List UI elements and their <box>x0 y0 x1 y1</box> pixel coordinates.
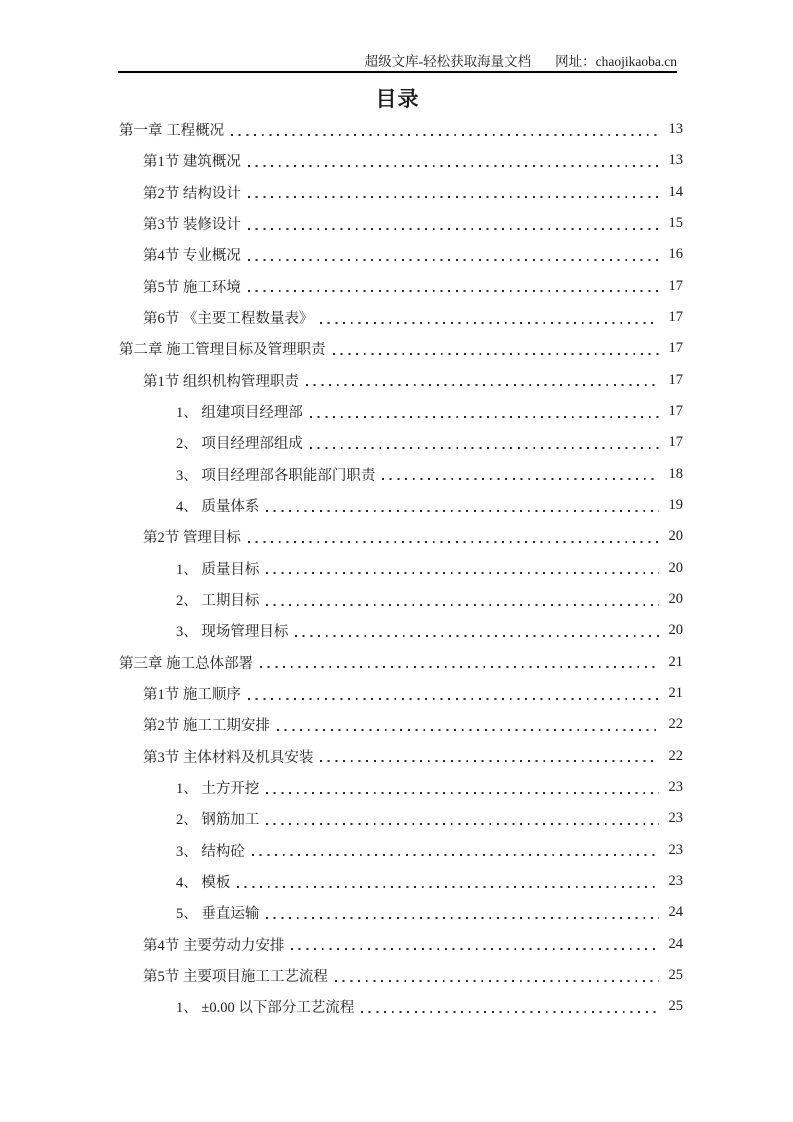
toc-entry-page: 17 <box>668 371 683 388</box>
toc-dot-leader <box>248 698 659 700</box>
toc-entry[interactable] <box>119 584 683 615</box>
toc-entry-label: 第3节 主体材料及机具安装 <box>143 749 314 766</box>
toc-entry-label: 1、 组建项目经理部 <box>176 405 303 422</box>
toc-entry-page: 17 <box>668 309 683 326</box>
toc-entry[interactable] <box>119 553 683 584</box>
toc-entry-label: 第5节 主要项目施工工艺流程 <box>143 969 328 986</box>
toc-entry-label: 第4节 主要劳动力安排 <box>143 937 285 954</box>
toc-entry-page: 20 <box>668 591 683 608</box>
toc-dot-leader <box>237 886 659 888</box>
toc-entry-page: 21 <box>668 653 683 670</box>
toc-dot-leader <box>248 290 659 292</box>
toc-dot-leader <box>310 447 659 449</box>
toc-entry-label: 5、 垂直运输 <box>176 906 260 923</box>
toc-entry[interactable] <box>119 647 683 678</box>
toc-entry-page: 23 <box>668 873 683 890</box>
toc-entry[interactable] <box>119 897 683 928</box>
toc-entry-page: 22 <box>668 747 683 764</box>
toc-entry-label: 1、 质量目标 <box>176 561 260 578</box>
toc-entry-label: 1、 ±0.00 以下部分工艺流程 <box>176 1000 355 1017</box>
toc-entry-label: 2、 钢筋加工 <box>176 812 260 829</box>
toc-entry-page: 13 <box>668 121 683 138</box>
toc-entry-page: 18 <box>668 465 683 482</box>
toc-entry-label: 4、 质量体系 <box>176 499 260 516</box>
toc-entry[interactable] <box>119 365 683 396</box>
toc-entry-label: 第4节 专业概况 <box>143 248 241 265</box>
header-divider <box>118 71 677 73</box>
toc-dot-leader <box>248 541 659 543</box>
toc-entry[interactable] <box>119 521 683 552</box>
toc-entry-label: 2、 工期目标 <box>176 593 260 610</box>
toc-dot-leader <box>335 980 659 982</box>
toc-dot-leader <box>266 792 659 794</box>
toc-entry[interactable] <box>119 803 683 834</box>
toc-entry-page: 17 <box>668 277 683 294</box>
toc-dot-leader <box>277 729 659 731</box>
toc-entry[interactable] <box>119 741 683 772</box>
toc-entry-label: 3、 项目经理部各职能部门职责 <box>176 467 376 484</box>
toc-entry-page: 25 <box>668 998 683 1015</box>
toc-entry[interactable] <box>119 772 683 803</box>
toc-entry-label: 3、 结构砼 <box>176 843 245 860</box>
toc-dot-leader <box>320 760 659 762</box>
toc-entry-page: 13 <box>668 152 683 169</box>
table-of-contents <box>119 114 683 1023</box>
toc-entry[interactable] <box>119 114 683 145</box>
toc-dot-leader <box>291 948 659 950</box>
toc-entry-label: 第一章 工程概况 <box>119 123 225 140</box>
toc-dot-leader <box>382 478 659 480</box>
toc-dot-leader <box>306 384 659 386</box>
toc-entry-label: 第二章 施工管理目标及管理职责 <box>119 342 326 359</box>
toc-entry[interactable] <box>119 991 683 1022</box>
toc-entry[interactable] <box>119 302 683 333</box>
toc-dot-leader <box>333 353 659 355</box>
toc-entry-page: 19 <box>668 497 683 514</box>
toc-entry-label: 第三章 施工总体部署 <box>119 655 254 672</box>
toc-entry-label: 第2节 结构设计 <box>143 185 241 202</box>
toc-entry-label: 2、 项目经理部组成 <box>176 436 303 453</box>
toc-dot-leader <box>266 510 659 512</box>
toc-entry-page: 24 <box>668 935 683 952</box>
toc-entry-page: 22 <box>668 716 683 733</box>
toc-dot-leader <box>231 134 659 136</box>
toc-entry[interactable] <box>119 929 683 960</box>
site-name: 超级文库-轻松获取海量文档 <box>364 54 532 69</box>
toc-entry-page: 23 <box>668 810 683 827</box>
toc-dot-leader <box>248 259 659 261</box>
toc-dot-leader <box>310 416 659 418</box>
toc-entry-label: 第1节 施工顺序 <box>143 687 241 704</box>
toc-entry[interactable] <box>119 427 683 458</box>
toc-entry-label: 第5节 施工环境 <box>143 279 241 296</box>
toc-entry-page: 17 <box>668 340 683 357</box>
toc-entry-page: 17 <box>668 434 683 451</box>
toc-entry[interactable] <box>119 835 683 866</box>
toc-dot-leader <box>361 1011 659 1013</box>
toc-entry-label: 第2节 施工工期安排 <box>143 718 270 735</box>
toc-entry-page: 25 <box>668 967 683 984</box>
toc-entry-label: 第3节 装修设计 <box>143 217 241 234</box>
site-header <box>118 50 677 70</box>
toc-entry-page: 15 <box>668 215 683 232</box>
toc-entry-label: 1、 土方开挖 <box>176 781 260 798</box>
site-url[interactable]: 网址：chaojikaoba.cn <box>555 54 677 69</box>
toc-dot-leader <box>295 635 659 637</box>
toc-entry-page: 20 <box>668 559 683 576</box>
toc-dot-leader <box>248 228 659 230</box>
toc-dot-leader <box>320 322 659 324</box>
toc-entry-page: 14 <box>668 183 683 200</box>
toc-entry-page: 16 <box>668 246 683 263</box>
toc-entry[interactable] <box>119 396 683 427</box>
toc-entry[interactable] <box>119 145 683 176</box>
toc-entry[interactable] <box>119 459 683 490</box>
toc-entry[interactable] <box>119 709 683 740</box>
toc-dot-leader <box>248 165 659 167</box>
toc-entry[interactable] <box>119 678 683 709</box>
toc-dot-leader <box>266 823 659 825</box>
toc-entry-label: 第2节 管理目标 <box>143 530 241 547</box>
toc-dot-leader <box>248 196 659 198</box>
toc-dot-leader <box>252 854 659 856</box>
toc-entry-page: 20 <box>668 528 683 545</box>
toc-entry[interactable] <box>119 177 683 208</box>
page-title: 目录 <box>375 87 420 111</box>
toc-entry-page: 20 <box>668 622 683 639</box>
toc-entry[interactable] <box>119 490 683 521</box>
toc-entry-page: 24 <box>668 904 683 921</box>
toc-entry[interactable] <box>119 208 683 239</box>
toc-entry-page: 17 <box>668 403 683 420</box>
toc-entry-label: 3、 现场管理目标 <box>176 624 289 641</box>
toc-entry[interactable] <box>119 960 683 991</box>
toc-entry-page: 23 <box>668 841 683 858</box>
toc-entry-label: 第6节 《主要工程数量表》 <box>143 311 314 328</box>
toc-dot-leader <box>266 917 659 919</box>
toc-entry-label: 4、 模板 <box>176 875 231 892</box>
toc-entry-page: 21 <box>668 685 683 702</box>
toc-dot-leader <box>266 572 659 574</box>
toc-dot-leader <box>266 604 659 606</box>
toc-entry-page: 23 <box>668 779 683 796</box>
toc-entry[interactable] <box>119 333 683 364</box>
toc-entry[interactable] <box>119 866 683 897</box>
toc-entry[interactable] <box>119 615 683 646</box>
toc-entry-label: 第1节 组织机构管理职责 <box>143 373 299 390</box>
toc-entry-label: 第1节 建筑概况 <box>143 154 241 171</box>
toc-entry[interactable] <box>119 271 683 302</box>
toc-dot-leader <box>260 666 659 668</box>
toc-entry[interactable] <box>119 239 683 270</box>
